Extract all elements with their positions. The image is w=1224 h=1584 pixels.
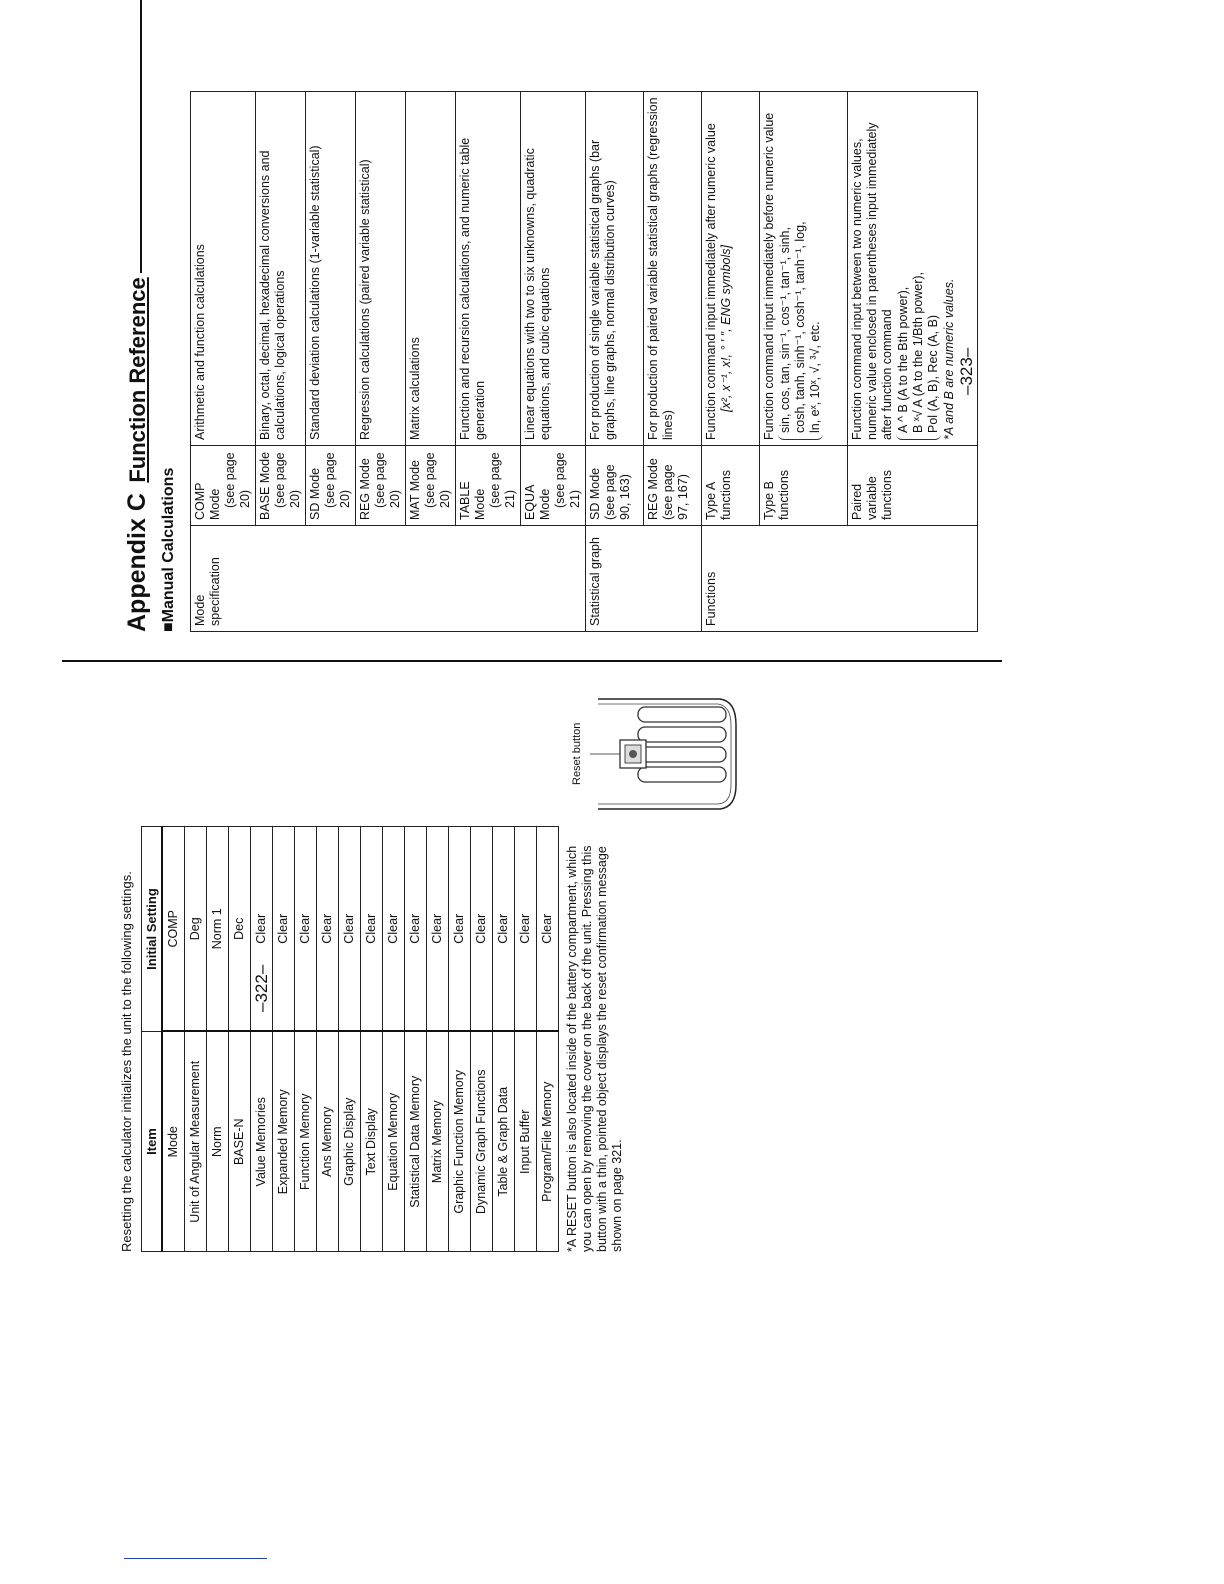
type-a-name: Type A functions [702,446,760,526]
setting-cell: Clear [493,827,515,1032]
mode-desc: Arithmetic and function calculations [191,92,256,446]
table-row [449,827,471,1252]
mode-ref: (see page 21) [488,452,517,508]
page-divider [62,660,1002,662]
title-rule [140,0,142,273]
setting-cell: Clear [339,827,361,1032]
item-cell: Graphic Display [339,1032,361,1252]
mode-ref: (see page 20) [273,452,302,508]
item-cell: Expanded Memory [273,1032,295,1252]
function-table [190,91,978,632]
mode-desc: Matrix calculations [406,92,456,446]
table-row [207,827,229,1252]
mode-ref: (see page 21) [553,452,582,508]
section-heading: ■Manual Calculations [160,467,177,632]
appendix-title [118,87,156,632]
mode-desc: For production of single variable statistical graphs (bar graphs, line graphs, normal distribution curves) [586,92,644,446]
setting-cell: Clear [449,827,471,1032]
appendix-label: Appendix C [123,493,151,632]
table-row [251,827,273,1252]
table-row [191,92,256,632]
stat-group-cell: Statistical graph [586,526,702,632]
reset-button-label: Reset button [571,722,583,785]
initial-settings-table [141,826,559,1252]
mode-name: REG Mode [646,458,660,520]
mode-desc: Binary, octal, decimal, hexadecimal conversions and calculations, logical operations [256,92,306,446]
table-row [702,92,760,632]
item-cell: Norm [207,1032,229,1252]
item-cell: Dynamic Graph Functions [471,1032,493,1252]
table-row [317,827,339,1252]
reset-note: *A RESET button is also located inside of the battery compartment, which you can open by removing the cover on the back of the unit. Pressing this button with a thin, pointed object displays the reset confirmation message shown on page 321. [565,845,624,1252]
item-cell: Statistical Data Memory [405,1032,427,1252]
type-b-line: sin, cos, tan, sin⁻¹, cos⁻¹, tan⁻¹, sinh, [778,227,792,433]
setting-cell: Norm 1 [207,827,229,1032]
table-row [273,827,295,1252]
table-row [537,827,559,1252]
mode-ref: (see page 20) [323,452,352,508]
table-row [493,827,515,1252]
item-cell: Input Buffer [515,1032,537,1252]
mode-desc: Regression calculations (paired variable statistical) [356,92,406,446]
item-cell: Table & Graph Data [493,1032,515,1252]
mode-ref: (see page 97, 167) [661,464,690,520]
mode-desc: Linear equations with two to six unknowns, quadratic equations, and cubic equations [521,92,586,446]
paired-name: Paired variable functions [848,446,978,526]
setting-cell: Clear [383,827,405,1032]
type-b-list [778,97,823,440]
type-b-name: Type B functions [760,446,848,526]
setting-cell: Deg [185,827,207,1032]
mode-ref: (see page 90, 163) [603,464,632,520]
table-row [339,827,361,1252]
paired-note: *A and B are numeric values. [942,278,956,440]
item-cell: Mode [162,1032,185,1252]
item-cell: Graphic Function Memory [449,1032,471,1252]
function-reference-block [118,87,978,632]
reset-settings-block [118,822,625,1252]
item-cell: Value Memories [251,1032,273,1252]
type-b-line: ln, eˣ, 10ˣ, √, ³√, etc. [808,321,822,433]
item-cell: Matrix Memory [427,1032,449,1252]
mode-name: SD Mode [588,467,602,520]
item-cell: Unit of Angular Measurement [185,1032,207,1252]
type-b-desc: Function command input immediately before numeric value [762,112,776,440]
table-row [515,827,537,1252]
type-a-desc: Function command input immediately after numeric value [704,123,718,440]
paired-desc: Function command input between two numeric values, numeric value enclosed in parentheses input immediately after function command [850,122,894,440]
mode-desc: Standard deviation calculations (1-variable statistical) [306,92,356,446]
setting-cell: Clear [471,827,493,1032]
setting-cell: Clear [405,827,427,1032]
table-header-setting: Initial Setting [142,827,163,1032]
page-number-right: –323– [957,347,976,395]
paired-line: A ^ B (A to the Bth power), [896,286,910,433]
mode-name: COMP Mode [193,482,222,520]
table-row [295,827,317,1252]
setting-cell: Clear [251,827,273,1032]
table-row [471,827,493,1252]
mode-desc: Function and recursion calculations, and numeric table generation [456,92,521,446]
paired-line: B ˣ√ A (A to the 1/Bth power), [911,271,925,433]
mode-name: EQUA Mode [523,485,552,520]
paired-line: Pol (A, B), Rec (A, B) [926,314,940,433]
setting-cell: Clear [427,827,449,1032]
setting-cell: Clear [317,827,339,1032]
reset-intro: Resetting the calculator initializes the unit to the following settings. [119,871,134,1252]
table-row [361,827,383,1252]
mode-ref: (see page 20) [223,452,252,508]
type-a-symbols: [x², x⁻¹, x!, ° ′ ″, ENG symbols] [719,245,733,412]
paired-list [896,97,941,440]
table-row [162,827,185,1252]
item-cell: Program/File Memory [537,1032,559,1252]
type-b-line: cosh, tanh, sinh⁻¹, cosh⁻¹, tanh⁻¹, log, [793,221,807,433]
appendix-title-main: Function Reference [125,277,150,483]
mode-name: SD Mode [308,467,322,520]
item-cell: Ans Memory [317,1032,339,1252]
setting-cell: Dec [229,827,251,1032]
mode-ref: (see page 20) [423,452,452,508]
mode-desc: For production of paired variable statistical graphs (regression lines) [644,92,702,446]
bottom-rule [124,1558,267,1559]
mode-group-cell: Mode specification [191,526,586,632]
mode-name: REG Mode [358,458,372,520]
battery-compartment-illustration [590,695,740,813]
item-cell: Text Display [361,1032,383,1252]
mode-name: TABLE Mode [458,481,487,520]
setting-cell: Clear [273,827,295,1032]
item-cell: Equation Memory [383,1032,405,1252]
item-cell: BASE-N [229,1032,251,1252]
table-header-item: Item [142,1032,163,1252]
table-row [229,827,251,1252]
mode-name: BASE Mode [258,451,272,520]
setting-cell: Clear [515,827,537,1032]
page-number-left: –322– [252,964,271,1012]
table-row [427,827,449,1252]
table-row [185,827,207,1252]
func-group-cell: Functions [702,526,978,632]
setting-cell: Clear [361,827,383,1032]
setting-cell: Clear [537,827,559,1032]
table-row [405,827,427,1252]
mode-ref: (see page 20) [373,452,402,508]
table-row [586,92,644,632]
setting-cell: COMP [162,827,185,1032]
table-row [383,827,405,1252]
item-cell: Function Memory [295,1032,317,1252]
setting-cell: Clear [295,827,317,1032]
mode-name: MAT Mode [408,460,422,520]
